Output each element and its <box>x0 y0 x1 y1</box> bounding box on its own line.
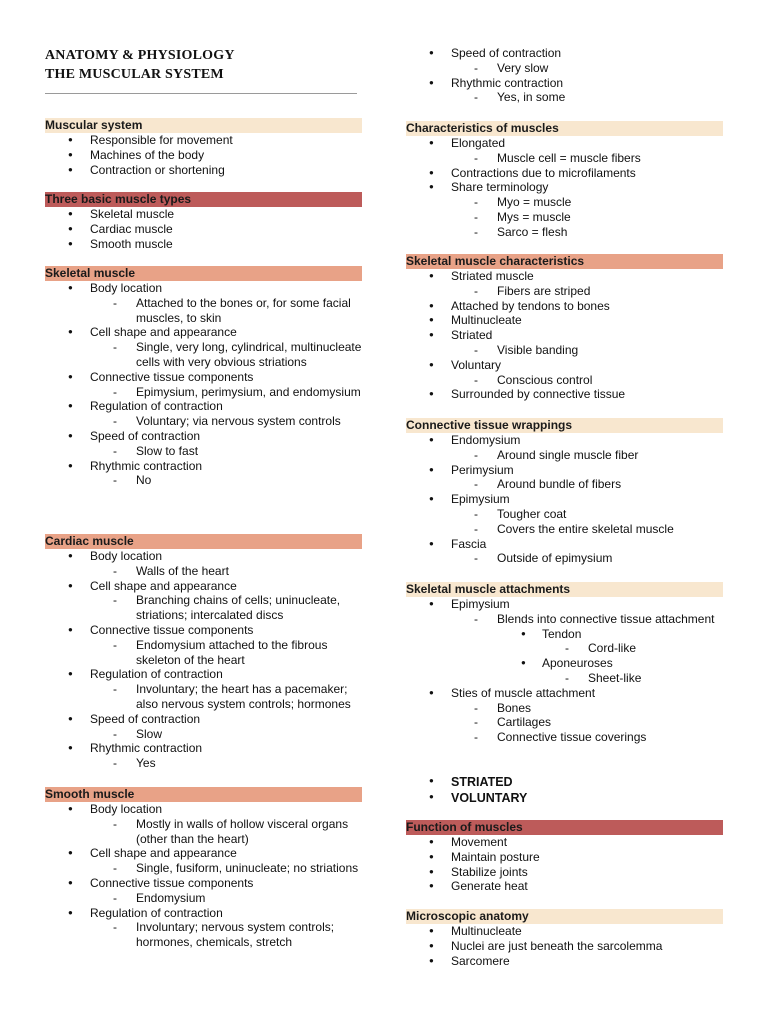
list-item-text: Sheet-like <box>588 670 642 685</box>
list-item <box>45 593 362 623</box>
list-item-text: STRIATED <box>451 775 513 789</box>
section-muscular-system <box>45 118 362 177</box>
list-item <box>406 299 723 314</box>
list-item <box>406 790 723 806</box>
list-item <box>406 225 723 240</box>
list-item <box>45 237 362 252</box>
dash-marker: - <box>113 890 117 905</box>
section-skeletal-muscle-characteristics <box>406 254 723 402</box>
list-item <box>45 682 362 712</box>
list-item-text: Attached by tendons to bones <box>451 298 610 313</box>
section-continued <box>406 774 723 806</box>
list-item-text: Slow to fast <box>136 443 199 458</box>
bullet-icon: ● <box>429 315 434 325</box>
dash-marker: - <box>113 920 117 935</box>
list-item <box>406 522 723 537</box>
list-item <box>406 358 723 373</box>
list-item-text: Myo = muscle <box>497 195 572 210</box>
list-item-text: Cell shape and appearance <box>90 578 237 593</box>
list-item <box>406 924 723 939</box>
bullet-icon: ● <box>68 283 73 292</box>
list-item-text: Multinucleate <box>451 924 522 938</box>
list-item-text: Epimysium, perimysium, and endomysium <box>136 384 361 399</box>
list-item-text: Surrounded by connective tissue <box>451 387 626 402</box>
list-item-text: VOLUNTARY <box>451 791 528 805</box>
bullet-icon: ● <box>429 167 434 177</box>
dash-marker: - <box>474 506 478 521</box>
bullet-icon: ● <box>429 182 434 192</box>
dash-marker: - <box>113 861 117 876</box>
list-item <box>406 328 723 343</box>
list-item-text: Voluntary <box>451 357 502 372</box>
list-item <box>406 597 723 612</box>
list-item <box>406 76 723 91</box>
list-item <box>45 741 362 756</box>
list-item <box>45 399 362 414</box>
dash-marker: - <box>474 283 478 298</box>
list-item <box>406 463 723 478</box>
list-item <box>406 166 723 181</box>
list-item-text: Cartilages <box>497 715 552 730</box>
bullet-icon: ● <box>429 330 434 340</box>
list-item-text: Generate heat <box>451 879 528 894</box>
list-item-text: Around bundle of fibers <box>497 477 622 492</box>
section-three-basic-muscle-types <box>45 192 362 251</box>
list-item <box>406 90 723 105</box>
list-item <box>406 537 723 552</box>
list-item-text: Machines of the body <box>90 147 205 162</box>
list-item <box>45 920 362 950</box>
list-item <box>45 281 362 296</box>
list-item-text: Voluntary; via nervous system controls <box>136 414 341 429</box>
list-item-text: Walls of the heart <box>136 563 229 578</box>
title-line: THE MUSCULAR SYSTEM <box>45 67 224 82</box>
list-item-text: Responsible for movement <box>90 133 233 147</box>
bullet-icon: ● <box>68 907 73 917</box>
bullet-icon: ● <box>429 792 434 801</box>
list-item-text: Sarcomere <box>451 953 510 968</box>
list-item <box>45 370 362 385</box>
section-heading: Characteristics of muscles <box>406 121 723 136</box>
list-item <box>406 939 723 954</box>
bullet-icon: ● <box>68 624 73 634</box>
bullet-icon: ● <box>521 658 526 668</box>
list-item-text: Regulation of contraction <box>90 399 223 414</box>
section-heading: Function of muscles <box>406 820 723 835</box>
bullet-icon: ● <box>68 401 73 411</box>
dash-marker: - <box>474 730 478 745</box>
list-item <box>406 641 723 656</box>
list-item <box>45 163 362 178</box>
list-item <box>406 551 723 566</box>
list-item-text: Single, fusiform, uninucleate; no striations <box>136 861 359 876</box>
list-item <box>45 325 362 340</box>
list-item-text: Visible banding <box>497 342 579 357</box>
dash-marker: - <box>113 384 117 399</box>
bullet-icon: ● <box>68 223 73 233</box>
list-item <box>45 756 362 771</box>
list-item <box>45 846 362 861</box>
bullet-icon: ● <box>429 955 434 965</box>
list-item-text: Striated muscle <box>451 269 534 283</box>
bullet-icon: ● <box>429 881 434 891</box>
list-item-text: Fibers are striped <box>497 283 591 298</box>
dash-marker: - <box>113 443 117 458</box>
list-item <box>406 715 723 730</box>
list-item <box>406 448 723 463</box>
dash-marker: - <box>474 342 478 357</box>
dash-marker: - <box>474 715 478 730</box>
list-item-text: Endomysium <box>136 890 206 905</box>
list-item <box>406 269 723 284</box>
section-continued <box>406 46 723 105</box>
list-item <box>45 727 362 742</box>
list-item-text: Conscious control <box>497 372 593 387</box>
bullet-icon: ● <box>68 238 73 248</box>
list-item-text: Branching chains of cells; uninucleate, striations; intercalated discs <box>136 593 341 623</box>
list-item-text: Maintain posture <box>451 849 540 864</box>
list-item-text: Striated <box>451 328 493 343</box>
list-item-text: Contractions due to microfilaments <box>451 165 636 180</box>
bullet-icon: ● <box>68 430 73 440</box>
list-item-text: Cell shape and appearance <box>90 325 237 340</box>
bullet-icon: ● <box>429 599 434 608</box>
dash-marker: - <box>113 593 117 608</box>
list-item-text: Body location <box>90 281 163 295</box>
title-line: ANATOMY & PHYSIOLOGY <box>45 48 235 63</box>
list-item <box>45 638 362 668</box>
bullet-icon: ● <box>429 138 434 147</box>
list-item <box>45 906 362 921</box>
bullet-icon: ● <box>429 48 434 57</box>
dash-marker: - <box>113 295 117 310</box>
list-item <box>406 507 723 522</box>
list-item <box>45 876 362 891</box>
list-item <box>406 313 723 328</box>
section-connective-tissue-wrappings <box>406 418 723 566</box>
bullet-icon: ● <box>429 940 434 950</box>
list-item <box>406 865 723 880</box>
title-divider <box>45 93 357 94</box>
section-heading: Microscopic anatomy <box>406 909 723 924</box>
list-item-text: Body location <box>90 802 163 816</box>
list-item <box>406 136 723 151</box>
list-item-text: No <box>136 473 152 488</box>
list-item-text: Movement <box>451 835 508 849</box>
dash-marker: - <box>474 521 478 536</box>
list-item-text: Contraction or shortening <box>90 162 225 177</box>
section-heading: Skeletal muscle attachments <box>406 582 723 597</box>
list-item-text: Yes, in some <box>497 90 566 105</box>
bullet-icon: ● <box>68 669 73 679</box>
list-item <box>45 148 362 163</box>
section-function-of-muscles <box>406 820 723 894</box>
list-item <box>406 343 723 358</box>
list-item <box>406 701 723 716</box>
dash-marker: - <box>113 682 117 697</box>
dash-marker: - <box>474 60 478 75</box>
list-item <box>45 802 362 817</box>
dash-marker: - <box>565 670 569 685</box>
dash-marker: - <box>474 447 478 462</box>
section-skeletal-muscle <box>45 266 362 488</box>
dash-marker: - <box>113 414 117 429</box>
list-item <box>406 671 723 686</box>
list-item <box>45 340 362 370</box>
list-item-text: Body location <box>90 549 163 563</box>
bullet-icon: ● <box>68 551 73 560</box>
list-item <box>45 385 362 400</box>
dash-marker: - <box>113 473 117 488</box>
list-item-text: Single, very long, cylindrical, multinucleate cells with very obvious striations <box>136 340 362 369</box>
section-heading: Three basic muscle types <box>45 192 362 207</box>
list-item-text: Covers the entire skeletal muscle <box>497 521 674 536</box>
bullet-icon: ● <box>68 877 73 887</box>
list-item <box>406 284 723 299</box>
list-item-text: Regulation of contraction <box>90 667 223 682</box>
section-characteristics-of-muscles <box>406 121 723 240</box>
dash-marker: - <box>113 816 117 831</box>
list-item-text: Outside of epimysium <box>497 551 613 566</box>
list-item-text: Attached to the bones or, for some facial muscles, to skin <box>136 295 351 325</box>
list-item <box>45 222 362 237</box>
list-item-text: Very slow <box>497 60 549 75</box>
bullet-icon: ● <box>429 271 434 280</box>
list-item <box>45 444 362 459</box>
bullet-icon: ● <box>68 848 73 858</box>
list-item-text: Tendon <box>542 626 582 641</box>
section-microscopic-anatomy <box>406 909 723 968</box>
dash-marker: - <box>474 611 478 626</box>
bullet-icon: ● <box>68 743 73 753</box>
list-item <box>406 61 723 76</box>
list-item <box>406 387 723 402</box>
list-item-text: Bones <box>497 700 532 715</box>
list-item <box>406 612 723 627</box>
list-item <box>45 712 362 727</box>
bullet-icon: ● <box>429 687 434 697</box>
list-item-text: Connective tissue components <box>90 622 254 637</box>
list-item <box>45 891 362 906</box>
list-item-text: Epimysium <box>451 492 510 507</box>
list-item-text: Rhythmic contraction <box>90 458 203 473</box>
list-item <box>406 835 723 850</box>
dash-marker: - <box>474 195 478 210</box>
list-item <box>406 180 723 195</box>
section-skeletal-muscle-attachments <box>406 582 723 745</box>
bullet-icon: ● <box>429 776 434 785</box>
list-item <box>45 817 362 847</box>
dash-marker: - <box>474 700 478 715</box>
list-item-text: Tougher coat <box>497 506 567 521</box>
bullet-icon: ● <box>68 371 73 381</box>
list-item-text: Regulation of contraction <box>90 905 223 920</box>
bullet-icon: ● <box>429 435 434 444</box>
list-item <box>45 473 362 488</box>
list-item-text: Involuntary; the heart has a pacemaker; also nervous system controls; hormones <box>136 682 351 711</box>
dash-marker: - <box>474 209 478 224</box>
list-item-text: Connective tissue components <box>90 369 254 384</box>
list-item-text: Speed of contraction <box>90 428 201 443</box>
list-item <box>406 477 723 492</box>
bullet-icon: ● <box>68 713 73 723</box>
document-title <box>45 46 235 84</box>
bullet-icon: ● <box>429 464 434 474</box>
dash-marker: - <box>113 563 117 578</box>
list-item-text: Speed of contraction <box>90 711 201 726</box>
list-item-text: Cell shape and appearance <box>90 846 237 861</box>
dash-marker: - <box>474 477 478 492</box>
list-item <box>45 861 362 876</box>
section-cardiac-muscle <box>45 534 362 771</box>
list-item <box>45 564 362 579</box>
bullet-icon: ● <box>429 538 434 548</box>
list-item-text: Aponeuroses <box>542 656 613 671</box>
bullet-icon: ● <box>429 851 434 861</box>
list-item <box>45 133 362 148</box>
list-item-text: Fascia <box>451 536 487 551</box>
list-item <box>45 549 362 564</box>
list-item-text: Epimysium <box>451 597 510 611</box>
bullet-icon: ● <box>68 209 73 218</box>
list-item-text: Share terminology <box>451 180 549 195</box>
list-item <box>45 414 362 429</box>
list-item-text: Muscle cell = muscle fibers <box>497 150 641 165</box>
list-item <box>406 373 723 388</box>
list-item <box>406 46 723 61</box>
list-item <box>406 879 723 894</box>
bullet-icon: ● <box>429 77 434 87</box>
list-item-text: Endomysium <box>451 433 521 447</box>
list-item <box>45 667 362 682</box>
bullet-icon: ● <box>521 628 526 638</box>
bullet-icon: ● <box>68 135 73 144</box>
list-item-text: Connective tissue components <box>90 875 254 890</box>
list-item-text: Skeletal muscle <box>90 207 175 221</box>
list-item <box>45 207 362 222</box>
section-heading: Muscular system <box>45 118 362 133</box>
dash-marker: - <box>474 372 478 387</box>
list-item <box>406 433 723 448</box>
list-item-text: Cord-like <box>588 641 637 656</box>
list-item-text: Cardiac muscle <box>90 221 173 236</box>
section-heading: Cardiac muscle <box>45 534 362 549</box>
list-item <box>406 195 723 210</box>
bullet-icon: ● <box>429 926 434 935</box>
list-item-text: Blends into connective tissue attachment <box>497 611 715 626</box>
section-heading: Connective tissue wrappings <box>406 418 723 433</box>
dash-marker: - <box>474 150 478 165</box>
dash-marker: - <box>565 641 569 656</box>
list-item <box>406 656 723 671</box>
list-item <box>406 850 723 865</box>
bullet-icon: ● <box>68 164 73 174</box>
bullet-icon: ● <box>429 866 434 876</box>
bullet-icon: ● <box>68 327 73 337</box>
list-item-text: Mys = muscle <box>497 209 571 224</box>
list-item-text: Multinucleate <box>451 313 522 328</box>
bullet-icon: ● <box>68 149 73 159</box>
list-item-text: Mostly in walls of hollow visceral organs (other than the heart) <box>136 816 349 846</box>
list-item <box>406 730 723 745</box>
dash-marker: - <box>113 637 117 652</box>
list-item-text: Perimysium <box>451 462 514 477</box>
bullet-icon: ● <box>68 580 73 590</box>
bullet-icon: ● <box>68 460 73 470</box>
dash-marker: - <box>113 726 117 741</box>
bullet-icon: ● <box>429 359 434 369</box>
bullet-icon: ● <box>429 300 434 310</box>
dash-marker: - <box>474 224 478 239</box>
list-item-text: Elongated <box>451 136 506 150</box>
section-heading: Smooth muscle <box>45 787 362 802</box>
section-heading: Skeletal muscle characteristics <box>406 254 723 269</box>
list-item <box>406 627 723 642</box>
list-item <box>45 296 362 326</box>
list-item <box>406 151 723 166</box>
list-item-text: Sarco = flesh <box>497 224 568 239</box>
list-item-text: Rhythmic contraction <box>90 741 203 756</box>
list-item <box>45 579 362 594</box>
dash-marker: - <box>113 756 117 771</box>
dash-marker: - <box>474 90 478 105</box>
list-item-text: Around single muscle fiber <box>497 447 639 462</box>
list-item-text: Endomysium attached to the fibrous skeleton of the heart <box>136 637 328 667</box>
list-item-text: Speed of contraction <box>451 46 562 60</box>
list-item <box>406 774 723 790</box>
bullet-icon: ● <box>429 494 434 504</box>
dash-marker: - <box>113 340 117 355</box>
bullet-icon: ● <box>429 837 434 846</box>
list-item-text: Nuclei are just beneath the sarcolemma <box>451 938 663 953</box>
list-item-text: Stabilize joints <box>451 864 528 879</box>
bullet-icon: ● <box>68 804 73 813</box>
bullet-icon: ● <box>429 389 434 399</box>
list-item <box>45 459 362 474</box>
list-item-text: Smooth muscle <box>90 236 173 251</box>
list-item <box>45 429 362 444</box>
list-item <box>406 210 723 225</box>
list-item-text: Yes <box>136 756 156 771</box>
list-item-text: Sties of muscle attachment <box>451 685 596 700</box>
list-item-text: Slow <box>136 726 163 741</box>
list-item <box>45 623 362 638</box>
list-item-text: Involuntary; nervous system controls; hormones, chemicals, stretch <box>136 920 335 950</box>
section-smooth-muscle <box>45 787 362 950</box>
list-item-text: Rhythmic contraction <box>451 75 564 90</box>
list-item <box>406 492 723 507</box>
section-heading: Skeletal muscle <box>45 266 362 281</box>
list-item <box>406 686 723 701</box>
list-item-text: Connective tissue coverings <box>497 730 647 745</box>
list-item <box>406 954 723 969</box>
dash-marker: - <box>474 551 478 566</box>
